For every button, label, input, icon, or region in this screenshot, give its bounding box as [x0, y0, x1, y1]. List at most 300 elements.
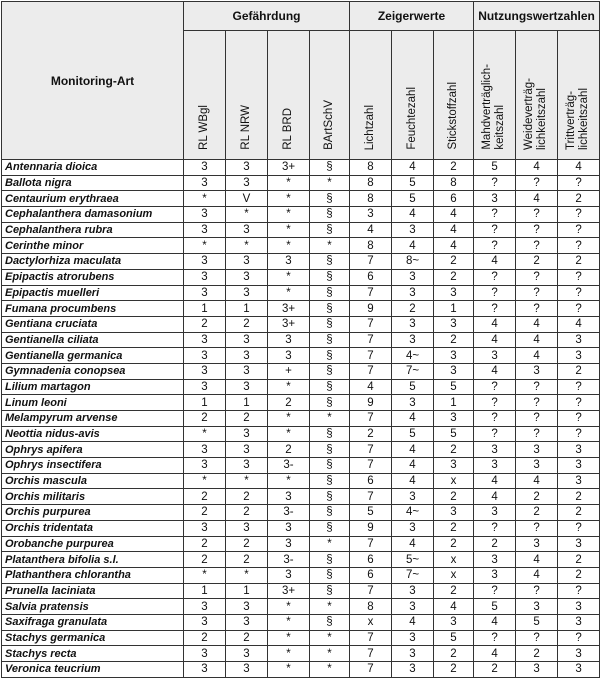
- table-cell: 1: [226, 583, 268, 599]
- col-trittvertraeglichkeitszahl: Trittverträg- lichkeitszahl: [558, 31, 600, 160]
- table-cell: 3: [392, 489, 434, 505]
- col-lichtzahl: Lichtzahl: [350, 31, 392, 160]
- table-cell: 3: [226, 332, 268, 348]
- table-cell: 2: [226, 489, 268, 505]
- table-cell: 3: [268, 567, 310, 583]
- table-cell: ?: [474, 285, 516, 301]
- table-cell: 7: [350, 646, 392, 662]
- table-cell: 3: [226, 175, 268, 191]
- table-cell: 4: [558, 160, 600, 176]
- table-row: [2, 160, 600, 176]
- table-cell: 3: [184, 269, 226, 285]
- table-cell: 2: [268, 442, 310, 458]
- table-cell: ?: [516, 269, 558, 285]
- table-cell: 4: [516, 567, 558, 583]
- table-cell: 3: [434, 285, 474, 301]
- table-cell: ?: [516, 520, 558, 536]
- table-row: [2, 458, 600, 474]
- table-cell: 4: [392, 473, 434, 489]
- table-cell: 3: [392, 395, 434, 411]
- table-cell: 3: [434, 411, 474, 427]
- table-cell: 3: [558, 599, 600, 615]
- table-cell: ?: [558, 630, 600, 646]
- table-cell: *: [310, 175, 350, 191]
- table-cell: 3: [184, 520, 226, 536]
- table-cell: *: [226, 473, 268, 489]
- table-cell: 3: [184, 646, 226, 662]
- species-name: Gymnadenia conopsea: [2, 363, 184, 379]
- table-cell: 3: [184, 363, 226, 379]
- table-cell: 2: [184, 505, 226, 521]
- table-cell: 4: [516, 316, 558, 332]
- table-cell: 4: [392, 238, 434, 254]
- table-cell: 3: [184, 614, 226, 630]
- table-cell: ?: [558, 520, 600, 536]
- table-cell: 4: [474, 614, 516, 630]
- table-row: [2, 395, 600, 411]
- table-cell: 2: [558, 489, 600, 505]
- table-cell: 5: [474, 160, 516, 176]
- table-cell: 2: [516, 489, 558, 505]
- table-cell: 3: [184, 442, 226, 458]
- species-name: Orchis mascula: [2, 473, 184, 489]
- table-cell: *: [268, 222, 310, 238]
- species-name: Platanthera bifolia s.l.: [2, 552, 184, 568]
- table-cell: *: [268, 285, 310, 301]
- table-row: [2, 536, 600, 552]
- table-cell: x: [350, 614, 392, 630]
- table-cell: §: [310, 191, 350, 207]
- table-cell: 3: [392, 599, 434, 615]
- table-cell: §: [310, 567, 350, 583]
- table-cell: *: [310, 599, 350, 615]
- table-cell: 4: [516, 552, 558, 568]
- table-cell: 3: [392, 316, 434, 332]
- species-name: Gentianella germanica: [2, 348, 184, 364]
- table-row: [2, 175, 600, 191]
- table-row: [2, 646, 600, 662]
- table-cell: 3: [226, 379, 268, 395]
- table-cell: 2: [226, 505, 268, 521]
- table-cell: 2: [184, 316, 226, 332]
- table-cell: *: [310, 238, 350, 254]
- table-cell: 7: [350, 285, 392, 301]
- table-row: [2, 222, 600, 238]
- table-cell: *: [184, 191, 226, 207]
- table-cell: 4: [434, 238, 474, 254]
- table-cell: 3: [226, 254, 268, 270]
- table-cell: ?: [474, 395, 516, 411]
- table-row: [2, 426, 600, 442]
- species-name: Linum leoni: [2, 395, 184, 411]
- table-cell: 3: [392, 662, 434, 678]
- table-cell: 3: [226, 269, 268, 285]
- table-cell: 2: [226, 552, 268, 568]
- table-cell: *: [268, 662, 310, 678]
- table-cell: 3+: [268, 301, 310, 317]
- table-cell: 2: [184, 489, 226, 505]
- table-cell: §: [310, 222, 350, 238]
- table-cell: 5: [392, 175, 434, 191]
- table-cell: *: [268, 630, 310, 646]
- table-cell: ?: [474, 175, 516, 191]
- table-row: [2, 254, 600, 270]
- table-cell: 3: [268, 254, 310, 270]
- table-row: [2, 301, 600, 317]
- table-cell: 3: [434, 505, 474, 521]
- table-cell: *: [268, 379, 310, 395]
- species-name: Stachys recta: [2, 646, 184, 662]
- species-name: Melampyrum arvense: [2, 411, 184, 427]
- header-gefaehrdung: Gefährdung: [184, 2, 350, 31]
- table-cell: 3: [184, 599, 226, 615]
- table-cell: 4: [474, 489, 516, 505]
- table-cell: 2: [226, 536, 268, 552]
- table-cell: 3: [474, 458, 516, 474]
- table-cell: 1: [226, 301, 268, 317]
- table-cell: 4: [474, 254, 516, 270]
- col-mahdvertraeglichkeitszahl: Mahdverträglich- keitszahl: [474, 31, 516, 160]
- species-name: Neottia nidus-avis: [2, 426, 184, 442]
- table-cell: 5: [392, 191, 434, 207]
- table-cell: 3: [392, 222, 434, 238]
- table-cell: 3: [558, 646, 600, 662]
- table-cell: 3: [184, 379, 226, 395]
- table-cell: 5: [434, 426, 474, 442]
- species-name: Orobanche purpurea: [2, 536, 184, 552]
- table-cell: 3: [226, 599, 268, 615]
- col-bartschv: BArtSchV: [310, 31, 350, 160]
- table-cell: §: [310, 442, 350, 458]
- table-cell: 3: [226, 160, 268, 176]
- table-cell: 3: [184, 160, 226, 176]
- table-cell: 1: [434, 301, 474, 317]
- table-row: [2, 269, 600, 285]
- table-cell: 3: [184, 254, 226, 270]
- table-cell: 3: [268, 348, 310, 364]
- table-cell: 5: [474, 599, 516, 615]
- table-row: [2, 207, 600, 223]
- table-row: [2, 442, 600, 458]
- table-cell: 3: [226, 222, 268, 238]
- table-cell: §: [310, 254, 350, 270]
- table-cell: 7: [350, 489, 392, 505]
- table-cell: 5: [434, 630, 474, 646]
- table-cell: 6: [350, 552, 392, 568]
- table-cell: 8: [350, 160, 392, 176]
- table-cell: 3: [474, 505, 516, 521]
- col-weidevertraeglichkeitszahl: Weideverträg- lichkeitszahl: [516, 31, 558, 160]
- table-cell: ?: [474, 379, 516, 395]
- table-cell: 3+: [268, 583, 310, 599]
- table-cell: 7~: [392, 567, 434, 583]
- table-cell: 3: [350, 207, 392, 223]
- table-cell: ?: [516, 301, 558, 317]
- table-cell: 3: [226, 614, 268, 630]
- table-row: [2, 505, 600, 521]
- table-cell: ?: [558, 426, 600, 442]
- table-cell: 3: [184, 662, 226, 678]
- table-cell: 1: [184, 583, 226, 599]
- table-cell: 7: [350, 348, 392, 364]
- table-cell: 3: [226, 363, 268, 379]
- table-cell: ?: [474, 630, 516, 646]
- table-cell: *: [184, 238, 226, 254]
- table-row: [2, 348, 600, 364]
- table-cell: 3: [516, 442, 558, 458]
- species-name: Prunella laciniata: [2, 583, 184, 599]
- table-cell: *: [268, 411, 310, 427]
- table-cell: 3: [434, 614, 474, 630]
- table-cell: ?: [558, 395, 600, 411]
- table-cell: *: [268, 599, 310, 615]
- table-cell: 3: [392, 332, 434, 348]
- table-cell: 3: [184, 207, 226, 223]
- table-cell: §: [310, 348, 350, 364]
- table-cell: 9: [350, 395, 392, 411]
- table-cell: ?: [516, 583, 558, 599]
- table-cell: 1: [184, 301, 226, 317]
- table-cell: ?: [558, 269, 600, 285]
- table-cell: 7: [350, 583, 392, 599]
- table-cell: *: [226, 567, 268, 583]
- table-cell: ?: [558, 301, 600, 317]
- table-cell: *: [226, 207, 268, 223]
- table-cell: 2: [558, 505, 600, 521]
- table-cell: 2: [434, 520, 474, 536]
- table-cell: 7: [350, 332, 392, 348]
- table-cell: 9: [350, 301, 392, 317]
- table-cell: 4: [474, 646, 516, 662]
- table-cell: ?: [558, 285, 600, 301]
- table-cell: §: [310, 489, 350, 505]
- table-cell: 2: [434, 442, 474, 458]
- table-cell: 3: [516, 458, 558, 474]
- col-rl-wbgl: RL WBgl: [184, 31, 226, 160]
- table-cell: 3: [558, 458, 600, 474]
- table-row: [2, 583, 600, 599]
- table-cell: 2: [558, 254, 600, 270]
- table-cell: ?: [516, 285, 558, 301]
- table-cell: 3+: [268, 316, 310, 332]
- species-name: Orchis tridentata: [2, 520, 184, 536]
- table-cell: 3: [226, 348, 268, 364]
- table-cell: x: [434, 552, 474, 568]
- table-cell: +: [268, 363, 310, 379]
- table-cell: *: [310, 411, 350, 427]
- table-row: [2, 662, 600, 678]
- table-cell: ?: [558, 222, 600, 238]
- table-cell: ?: [558, 207, 600, 223]
- species-name: Ballota nigra: [2, 175, 184, 191]
- table-cell: 3: [474, 348, 516, 364]
- table-cell: 2: [184, 536, 226, 552]
- species-name: Fumana procumbens: [2, 301, 184, 317]
- table-cell: 2: [434, 160, 474, 176]
- table-row: [2, 489, 600, 505]
- table-cell: 4: [392, 442, 434, 458]
- table-cell: 2: [516, 254, 558, 270]
- table-cell: 3: [184, 332, 226, 348]
- table-cell: *: [268, 175, 310, 191]
- species-name: Ophrys insectifera: [2, 458, 184, 474]
- table-cell: 7: [350, 630, 392, 646]
- table-cell: ?: [474, 426, 516, 442]
- table-cell: ?: [474, 238, 516, 254]
- table-cell: ?: [474, 583, 516, 599]
- table-cell: 3: [474, 552, 516, 568]
- table-cell: ?: [558, 379, 600, 395]
- table-cell: 4: [434, 207, 474, 223]
- species-name: Plathanthera chlorantha: [2, 567, 184, 583]
- species-table: [1, 1, 600, 678]
- table-cell: 3: [226, 520, 268, 536]
- table-cell: x: [434, 473, 474, 489]
- species-name: Orchis purpurea: [2, 505, 184, 521]
- table-cell: 5: [350, 505, 392, 521]
- table-cell: 7: [350, 316, 392, 332]
- table-cell: ?: [474, 269, 516, 285]
- table-cell: 4: [392, 458, 434, 474]
- table-cell: §: [310, 552, 350, 568]
- table-cell: 7: [350, 458, 392, 474]
- table-cell: 4: [474, 473, 516, 489]
- table-cell: 3: [226, 442, 268, 458]
- table-cell: §: [310, 207, 350, 223]
- table-cell: 2: [434, 662, 474, 678]
- table-cell: 2: [516, 646, 558, 662]
- table-cell: ?: [558, 411, 600, 427]
- table-cell: 3: [226, 662, 268, 678]
- table-cell: *: [268, 191, 310, 207]
- table-cell: §: [310, 473, 350, 489]
- table-cell: *: [268, 426, 310, 442]
- table-cell: 4~: [392, 505, 434, 521]
- table-cell: 5: [392, 426, 434, 442]
- table-cell: 2: [226, 630, 268, 646]
- table-cell: 3: [392, 646, 434, 662]
- table-cell: 2: [434, 332, 474, 348]
- table-cell: 3: [268, 536, 310, 552]
- table-cell: 4: [474, 316, 516, 332]
- table-cell: *: [226, 238, 268, 254]
- col-rl-brd: RL BRD: [268, 31, 310, 160]
- table-cell: ?: [516, 379, 558, 395]
- table-cell: 4: [516, 332, 558, 348]
- species-name: Epipactis muelleri: [2, 285, 184, 301]
- table-cell: 2: [226, 411, 268, 427]
- table-cell: 3: [558, 332, 600, 348]
- table-cell: 6: [350, 269, 392, 285]
- table-cell: 4: [558, 316, 600, 332]
- table-cell: 3: [184, 348, 226, 364]
- table-cell: 3+: [268, 160, 310, 176]
- table-cell: 2: [434, 254, 474, 270]
- table-cell: ?: [516, 175, 558, 191]
- table-cell: 3: [516, 662, 558, 678]
- table-cell: 3: [392, 285, 434, 301]
- table-cell: 3: [474, 191, 516, 207]
- table-cell: ?: [558, 238, 600, 254]
- table-cell: 2: [434, 489, 474, 505]
- table-cell: ?: [516, 238, 558, 254]
- table-cell: *: [268, 646, 310, 662]
- table-cell: 4: [516, 160, 558, 176]
- table-cell: *: [268, 473, 310, 489]
- table-cell: 2: [226, 316, 268, 332]
- table-cell: 4: [392, 160, 434, 176]
- table-row: [2, 363, 600, 379]
- table-cell: 2: [558, 363, 600, 379]
- table-cell: 2: [474, 536, 516, 552]
- table-cell: 8: [350, 238, 392, 254]
- table-cell: 3: [226, 646, 268, 662]
- table-cell: 3: [184, 222, 226, 238]
- table-cell: §: [310, 285, 350, 301]
- table-cell: 4: [392, 614, 434, 630]
- table-cell: 5~: [392, 552, 434, 568]
- table-cell: *: [310, 662, 350, 678]
- table-cell: 2: [184, 630, 226, 646]
- species-name: Epipactis atrorubens: [2, 269, 184, 285]
- table-cell: 4: [392, 207, 434, 223]
- table-cell: 1: [434, 395, 474, 411]
- table-cell: 8~: [392, 254, 434, 270]
- table-row: [2, 473, 600, 489]
- table-cell: *: [268, 269, 310, 285]
- species-name: Stachys germanica: [2, 630, 184, 646]
- species-name: Cephalanthera rubra: [2, 222, 184, 238]
- species-name: Saxifraga granulata: [2, 614, 184, 630]
- table-cell: *: [184, 426, 226, 442]
- col-rl-nrw: RL NRW: [226, 31, 268, 160]
- table-cell: *: [310, 646, 350, 662]
- table-cell: ?: [516, 222, 558, 238]
- table-cell: *: [184, 473, 226, 489]
- table-cell: §: [310, 426, 350, 442]
- species-name: Veronica teucrium: [2, 662, 184, 678]
- table-cell: 3: [558, 662, 600, 678]
- table-cell: 7: [350, 442, 392, 458]
- species-name: Salvia pratensis: [2, 599, 184, 615]
- table-cell: 3: [516, 536, 558, 552]
- table-cell: 3: [226, 285, 268, 301]
- table-cell: 4: [474, 363, 516, 379]
- table-cell: 4: [392, 411, 434, 427]
- table-row: [2, 614, 600, 630]
- species-name: Cephalanthera damasonium: [2, 207, 184, 223]
- table-cell: 3-: [268, 505, 310, 521]
- table-cell: 7~: [392, 363, 434, 379]
- table-cell: 3: [184, 285, 226, 301]
- table-cell: *: [268, 238, 310, 254]
- table-cell: 2: [392, 301, 434, 317]
- table-cell: 4: [434, 222, 474, 238]
- table-cell: 2: [558, 552, 600, 568]
- table-cell: x: [434, 567, 474, 583]
- table-cell: 3: [184, 175, 226, 191]
- table-cell: ?: [474, 301, 516, 317]
- table-cell: 6: [434, 191, 474, 207]
- table-cell: 3: [474, 442, 516, 458]
- table-cell: §: [310, 583, 350, 599]
- table-cell: 3: [184, 458, 226, 474]
- table-row: [2, 191, 600, 207]
- table-cell: 4: [350, 222, 392, 238]
- table-cell: 3: [392, 583, 434, 599]
- table-row: [2, 316, 600, 332]
- table-cell: ?: [474, 520, 516, 536]
